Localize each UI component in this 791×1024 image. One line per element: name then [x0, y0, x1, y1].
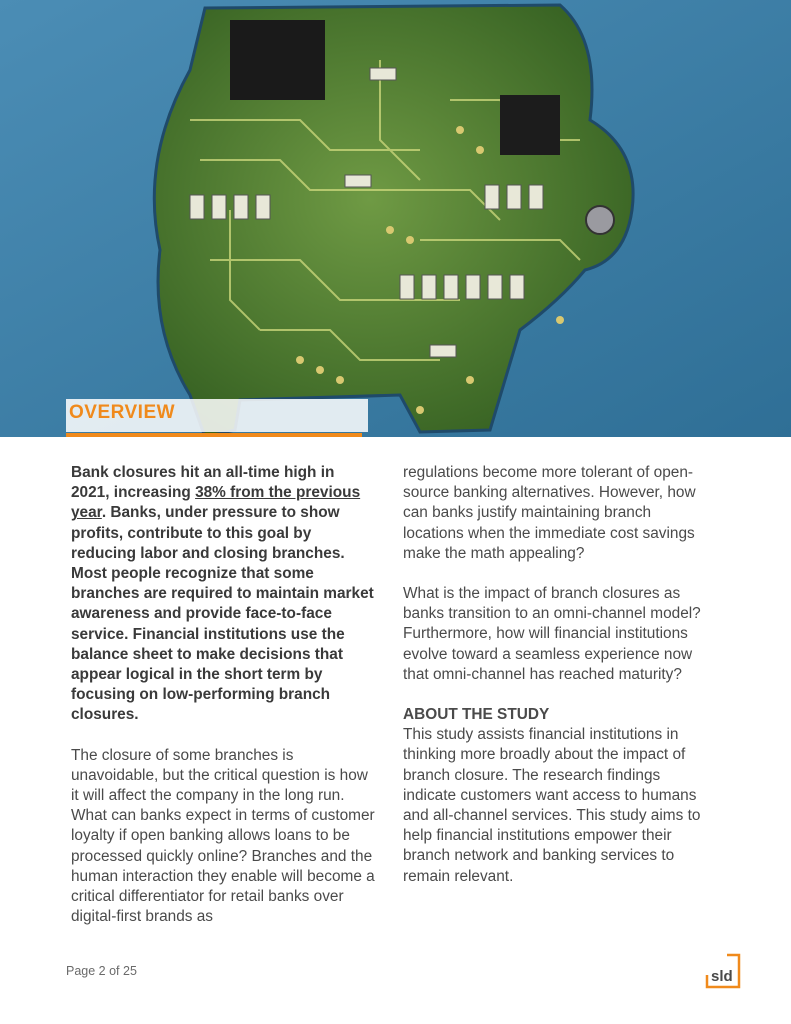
- body-paragraph: The closure of some branches is unavoidable, but the critical question is how it will affect the company in the long run. What can banks expect in terms of customer loyalty if open banking allows loans to be processed quickly online? Branches and the human interaction they enable will become a critical differentiator for retail banks over digital-first brands as: [71, 746, 375, 926]
- right-paragraph-2: What is the impact of branch closures as banks transition to an omni-channel model? Furthermore, how will financial institutions evolve toward a seamless experience now that omni-channel has reached maturity?: [403, 585, 701, 683]
- lead-paragraph: [71, 463, 377, 726]
- logo-text: sld: [711, 968, 733, 985]
- hero-image: [0, 0, 791, 437]
- sld-logo: [705, 953, 741, 989]
- section-underline: [66, 433, 362, 437]
- right-column: [403, 463, 713, 887]
- lead-text-start: Bank closures hit an all-time high in 2021, increasing: [71, 464, 335, 502]
- page-number: Page 2 of 25: [66, 964, 137, 978]
- about-study-heading: ABOUT THE STUDY: [403, 706, 550, 724]
- right-paragraph-3: This study assists financial institutions in thinking more broadly about the impact of branch closure. The research findings indicate customers want access to humans and all-channel services. This study aims to help financial institutions empower their branch network and banking services to remain relevant.: [403, 726, 701, 885]
- section-label-box: [66, 399, 368, 432]
- left-column: [71, 463, 377, 927]
- right-paragraph-1: regulations become more tolerant of open-source banking alternatives. However, how can banks justify maintaining branch locations when the immediate cost savings make the math appealing?: [403, 464, 696, 562]
- lead-text-end: . Banks, under pressure to show profits, contribute to this goal by reducing labor and closing branches. Most people recognize that some branches are required to maintain market awareness and provide face-to-face service. Financial institutions use the balance sheet to make decisions that appear logical in the short term by focusing on low-performing branch closures.: [71, 504, 374, 724]
- section-title: OVERVIEW: [69, 402, 176, 423]
- stat-link[interactable]: 38% from the previous year: [71, 484, 361, 522]
